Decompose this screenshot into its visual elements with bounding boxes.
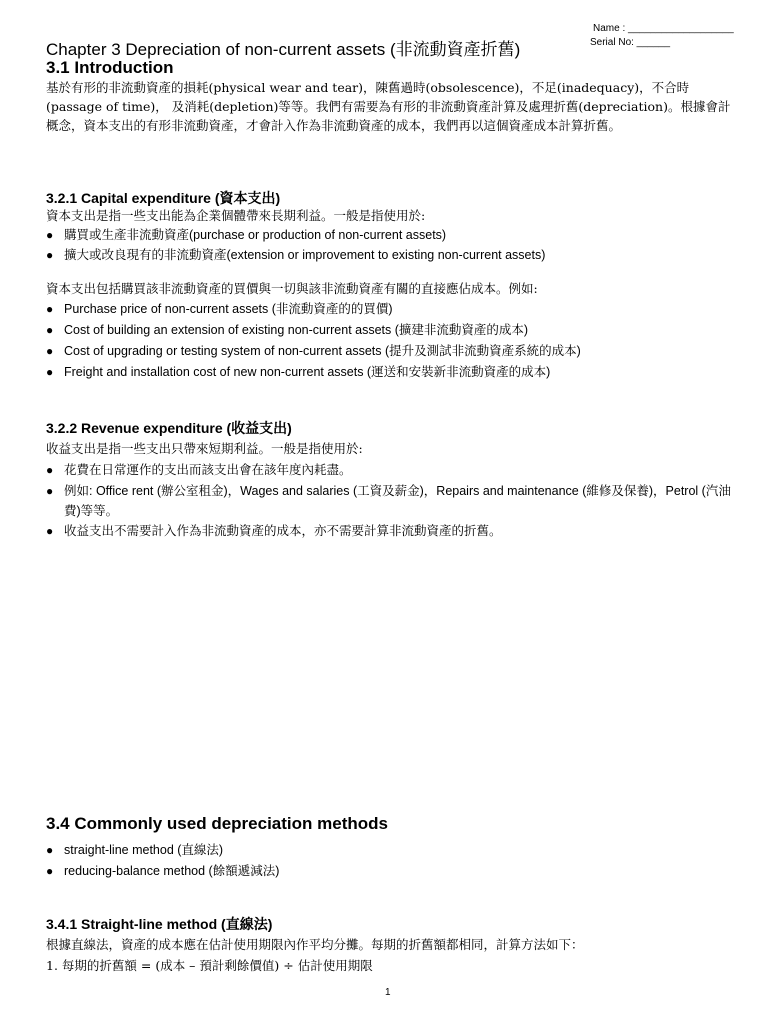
section-3-4-heading: 3.4 Commonly used depreciation methods <box>46 814 388 833</box>
list-item: ● 購買或生產非流動資產(purchase or production of non-current assets) <box>46 226 732 246</box>
revenue-expenditure-intro: 收益支出是指一些支出只帶來短期利益。一般是指使用於: <box>46 441 363 456</box>
list-item: ● reducing-balance method (餘額遞減法) <box>46 861 732 882</box>
list-item: ● Purchase price of non-current assets (非流動資產的的買價) <box>46 299 732 320</box>
section-3-2-2-heading: 3.2.2 Revenue expenditure (收益支出) <box>46 420 292 436</box>
serial-number-label: Serial No: ______ <box>590 37 671 48</box>
name-field-label: Name : ___________________ <box>593 23 734 34</box>
list-item: ● 例如: Office rent (辦公室租金)，Wages and salaries (工資及薪金)，Repairs and maintenance (維修及保養)，Petrol (汽油費)等等。 <box>46 481 736 521</box>
straight-line-paragraph: 根據直線法，資產的成本應在估計使用期限內作平均分攤。每期的折舊額都相同，計算方法如下： <box>46 937 584 952</box>
list-item: ● 擴大或改良現有的非流動資產(extension or improvement to existing non-current assets) <box>46 246 732 266</box>
page-number: 1 <box>385 987 391 998</box>
list-item: ● Cost of building an extension of existing non-current assets (擴建非流動資產的成本) <box>46 320 732 341</box>
methods-list <box>46 840 732 882</box>
section-3-4-1-heading: 3.4.1 Straight-line method (直線法) <box>46 916 273 932</box>
section-3-2-1-heading: 3.2.1 Capital expenditure (資本支出) <box>46 190 281 206</box>
list-item: ● Cost of upgrading or testing system of non-current assets (提升及測試非流動資產系統的成本) <box>46 341 732 362</box>
list-item: ● 收益支出不需要計入作為非流動資產的成本，亦不需要計算非流動資產的折舊。 <box>46 521 736 542</box>
section-3-1-paragraph: 基於有形的非流動資產的損耗(physical wear and tear)，陳舊過時(obsolescence)，不足(inadequacy)，不合時(passage of time)， 及消耗(depletion)等等。我們有需要為有形的非流動資產計算及處理折舊(depreciation)。根據會計概念，資本支出的有形非流動資產，才會計入作為非流動資產的成本，我們再以這個資產成本計算折舊。 <box>46 80 731 133</box>
list-item: ● straight-line method (直線法) <box>46 840 732 861</box>
capital-usage-list <box>46 226 732 265</box>
capital-expenditure-intro: 資本支出是指一些支出能為企業個體帶來長期利益。一般是指使用於: <box>46 208 426 223</box>
straight-line-formula: 1. 每期的折舊額 = (成本 – 預計剩餘價值) ÷ 估計使用期限 <box>46 958 373 973</box>
chapter-title: Chapter 3 Depreciation of non-current assets (非流動資產折舊) <box>46 40 521 59</box>
list-item: ● 花費在日常運作的支出而該支出會在該年度內耗盡。 <box>46 460 736 481</box>
section-3-1-heading: 3.1 Introduction <box>46 58 174 77</box>
revenue-list <box>46 460 736 542</box>
list-item: ● Freight and installation cost of new non-current assets (運送和安裝新非流動資產的成本) <box>46 362 732 383</box>
capital-examples-list <box>46 299 732 383</box>
capital-expenditure-intro-2: 資本支出包括購買該非流動資產的買價與一切與該非流動資產有關的直接應佔成本。例如: <box>46 281 538 296</box>
